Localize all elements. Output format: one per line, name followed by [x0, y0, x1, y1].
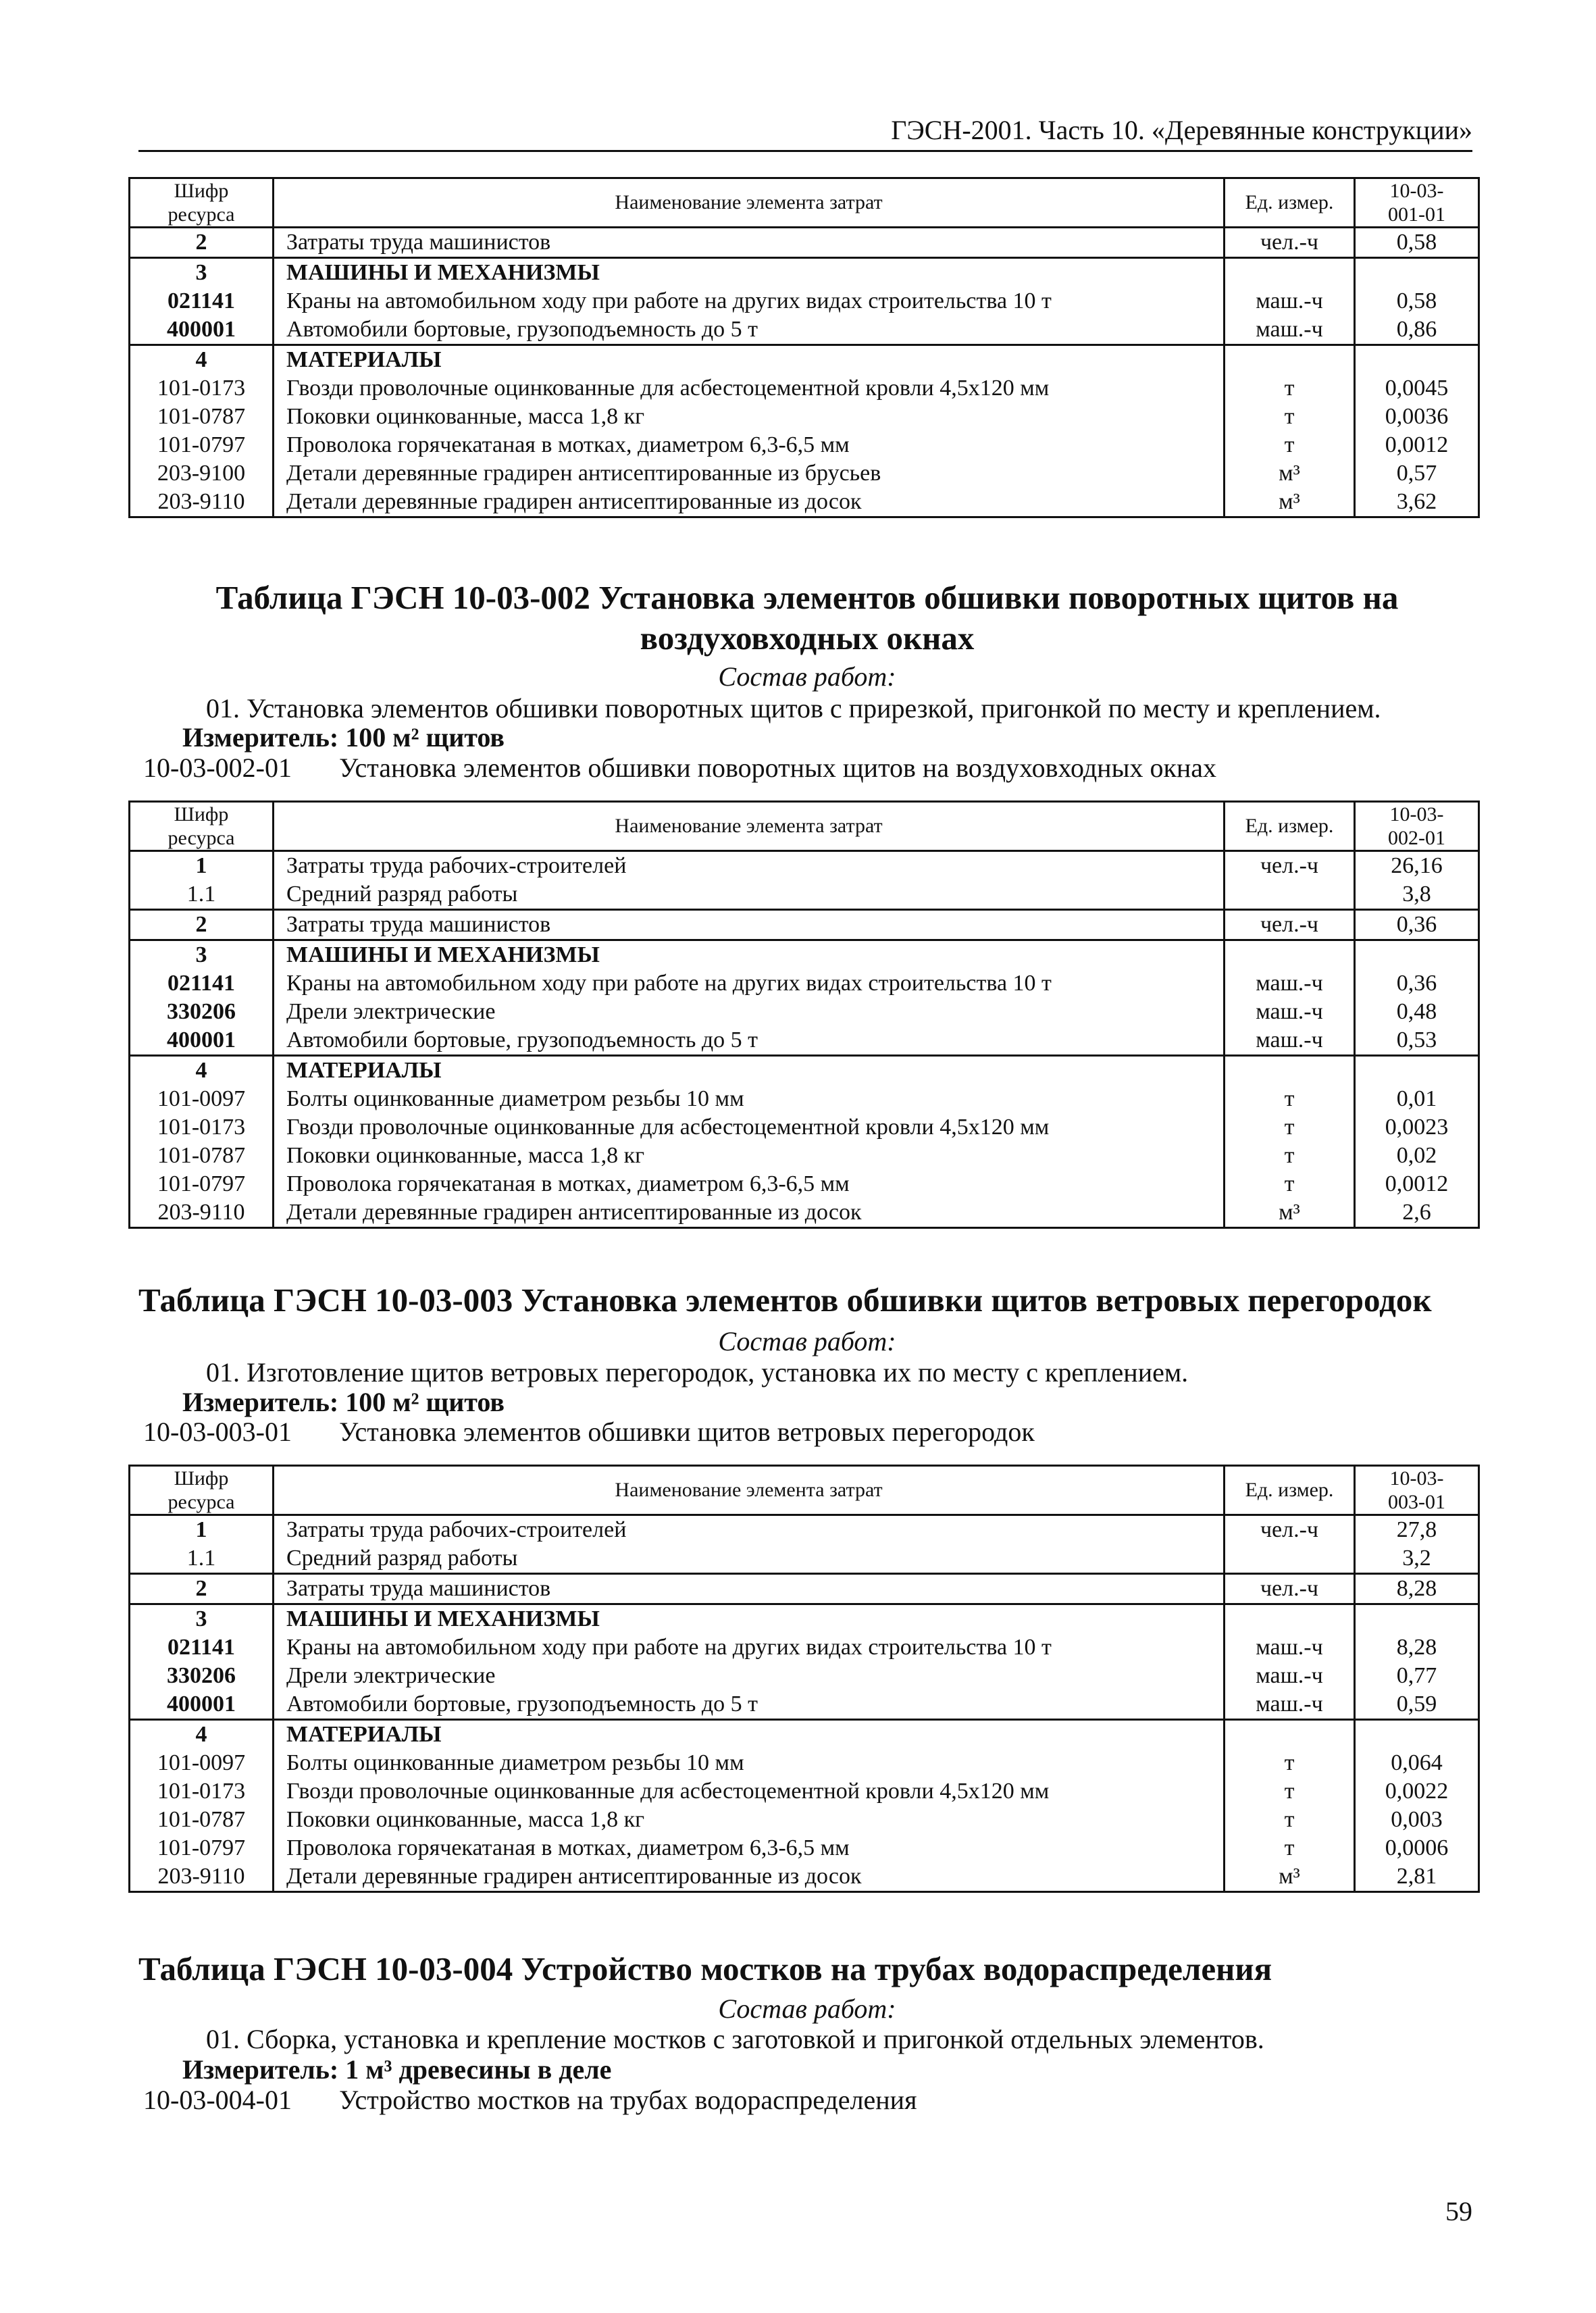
unit-cell: м³	[1225, 1198, 1355, 1228]
norm-name: Устройство мостков на трубах водораспределения	[339, 2085, 917, 2115]
table-row	[130, 1690, 1479, 1720]
table-row	[130, 880, 1479, 910]
norm-value-cell: 0,02	[1355, 1142, 1479, 1170]
table-row	[130, 1113, 1479, 1142]
resource-code-cell: 2	[130, 910, 274, 940]
unit-cell	[1225, 258, 1355, 288]
norm-value-cell: 0,0012	[1355, 1170, 1479, 1198]
unit-cell: т	[1225, 1834, 1355, 1862]
cost-element-name-cell: Проволока горячекатаная в мотках, диаметром 6,3-6,5 мм	[274, 431, 1225, 459]
cost-element-name-cell: Детали деревянные градирен антисептированные из досок	[274, 1198, 1225, 1228]
norm-line	[143, 2084, 917, 2116]
norm-value-cell: 0,48	[1355, 998, 1479, 1026]
resource-code-cell: 400001	[130, 1026, 274, 1056]
table-row	[130, 345, 1479, 375]
norm-value-cell	[1355, 1604, 1479, 1634]
cost-element-name-cell: Поковки оцинкованные, масса 1,8 кг	[274, 403, 1225, 431]
resource-code-cell: 2	[130, 1574, 274, 1604]
header-unit: Ед. измер.	[1225, 802, 1355, 851]
resource-code-cell: 400001	[130, 315, 274, 345]
meter-line: Измеритель: 1 м³ древесины в деле	[182, 2054, 612, 2085]
section-title-10-03-002: Таблица ГЭСН 10-03-002 Установка элементов обшивки поворотных щитов на	[215, 579, 1399, 616]
norm-value-cell: 0,0006	[1355, 1834, 1479, 1862]
norm-value-cell	[1355, 940, 1479, 970]
unit-cell: чел.-ч	[1225, 1574, 1355, 1604]
cost-element-name-cell: Дрели электрические	[274, 998, 1225, 1026]
unit-cell: чел.-ч	[1225, 1515, 1355, 1545]
table-header-row	[130, 178, 1479, 228]
table-row	[130, 1749, 1479, 1777]
table-row	[130, 910, 1479, 940]
norm-value-cell	[1355, 258, 1479, 288]
header-name: Наименование элемента затрат	[274, 802, 1225, 851]
cost-element-name-cell: Затраты труда машинистов	[274, 228, 1225, 258]
resource-code-cell: 203-9110	[130, 1862, 274, 1892]
norm-code: 10-03-002-01	[143, 753, 292, 783]
norm-value-cell: 2,6	[1355, 1198, 1479, 1228]
norm-value-cell: 0,86	[1355, 315, 1479, 345]
work-description: 01. Сборка, установка и крепление мостков с заготовкой и пригонкой отдельных элементов.	[206, 2024, 1264, 2054]
header-norm-code: 10-03- 001-01	[1355, 178, 1479, 228]
table-body	[130, 228, 1479, 517]
header-rule	[138, 150, 1472, 152]
norm-name: Установка элементов обшивки поворотных щитов на воздуховходных окнах	[339, 753, 1217, 783]
unit-cell	[1225, 940, 1355, 970]
cost-element-name-cell: Проволока горячекатаная в мотках, диаметром 6,3-6,5 мм	[274, 1170, 1225, 1198]
cost-element-name-cell: Краны на автомобильном ходу при работе на других видах строительства 10 т	[274, 1633, 1225, 1662]
norm-value-cell: 0,77	[1355, 1662, 1479, 1690]
cost-element-name-cell: Затраты труда машинистов	[274, 910, 1225, 940]
unit-cell: маш.-ч	[1225, 1633, 1355, 1662]
cost-element-name-cell: МАШИНЫ И МЕХАНИЗМЫ	[274, 1604, 1225, 1634]
table-10-03-003-01	[128, 1465, 1480, 1893]
norm-value-cell: 0,0012	[1355, 431, 1479, 459]
cost-element-name-cell: МАТЕРИАЛЫ	[274, 1056, 1225, 1086]
cost-element-name-cell: Детали деревянные градирен антисептированные из досок	[274, 488, 1225, 517]
norm-value-cell: 0,57	[1355, 459, 1479, 488]
unit-cell: чел.-ч	[1225, 228, 1355, 258]
norm-value-cell	[1355, 1720, 1479, 1750]
table-row	[130, 374, 1479, 403]
table-row	[130, 998, 1479, 1026]
section-title-10-03-003: Таблица ГЭСН 10-03-003 Установка элементов обшивки щитов ветровых перегородок	[138, 1281, 1432, 1319]
work-description: 01. Установка элементов обшивки поворотных щитов с прирезкой, пригонкой по месту и креплением.	[206, 693, 1381, 723]
unit-cell	[1225, 1544, 1355, 1574]
norm-value-cell	[1355, 1056, 1479, 1086]
unit-cell: м³	[1225, 1862, 1355, 1892]
table-row	[130, 315, 1479, 345]
norm-value-cell: 3,2	[1355, 1544, 1479, 1574]
resource-code-cell: 101-0797	[130, 431, 274, 459]
resource-code-cell: 101-0787	[130, 403, 274, 431]
norm-value-cell: 0,36	[1355, 910, 1479, 940]
norm-line	[143, 1416, 1035, 1448]
cost-element-name-cell: МАТЕРИАЛЫ	[274, 1720, 1225, 1750]
table-row	[130, 1633, 1479, 1662]
table-header-row	[130, 1466, 1479, 1515]
norm-value-cell: 0,0045	[1355, 374, 1479, 403]
norm-value-cell: 27,8	[1355, 1515, 1479, 1545]
cost-element-name-cell: МАШИНЫ И МЕХАНИЗМЫ	[274, 940, 1225, 970]
header-code: Шифр ресурса	[130, 178, 274, 228]
table-row	[130, 1777, 1479, 1806]
cost-element-name-cell: Затраты труда рабочих-строителей	[274, 851, 1225, 881]
unit-cell: м³	[1225, 459, 1355, 488]
unit-cell: т	[1225, 1113, 1355, 1142]
norm-code: 10-03-003-01	[143, 1417, 292, 1447]
norm-value-cell: 0,064	[1355, 1749, 1479, 1777]
table-row	[130, 851, 1479, 881]
norm-value-cell: 0,003	[1355, 1806, 1479, 1834]
unit-cell: чел.-ч	[1225, 851, 1355, 881]
table-row	[130, 1662, 1479, 1690]
header-code: Шифр ресурса	[130, 802, 274, 851]
table-row	[130, 1806, 1479, 1834]
table-body	[130, 851, 1479, 1228]
table-row	[130, 1170, 1479, 1198]
table-row	[130, 228, 1479, 258]
norm-line	[143, 752, 1216, 784]
table-row	[130, 1720, 1479, 1750]
resource-code-cell: 101-0173	[130, 1113, 274, 1142]
unit-cell: м³	[1225, 488, 1355, 517]
unit-cell	[1225, 1604, 1355, 1634]
cost-element-name-cell: Гвозди проволочные оцинкованные для асбестоцементной кровли 4,5х120 мм	[274, 1777, 1225, 1806]
table-row	[130, 258, 1479, 288]
table-row	[130, 287, 1479, 315]
resource-code-cell: 101-0097	[130, 1085, 274, 1113]
table-row	[130, 1862, 1479, 1892]
table-row	[130, 1574, 1479, 1604]
norm-value-cell: 26,16	[1355, 851, 1479, 881]
table-row	[130, 1026, 1479, 1056]
unit-cell: т	[1225, 374, 1355, 403]
cost-element-name-cell: Дрели электрические	[274, 1662, 1225, 1690]
cost-element-name-cell: Проволока горячекатаная в мотках, диаметром 6,3-6,5 мм	[274, 1834, 1225, 1862]
norm-value-cell: 0,59	[1355, 1690, 1479, 1720]
table-row	[130, 459, 1479, 488]
resource-code-cell: 101-0173	[130, 1777, 274, 1806]
table-10-03-002-01	[128, 800, 1480, 1229]
norm-value-cell: 0,0022	[1355, 1777, 1479, 1806]
resource-code-cell: 101-0173	[130, 374, 274, 403]
running-header: ГЭСН-2001. Часть 10. «Деревянные конструкции»	[891, 115, 1472, 145]
table-row	[130, 1085, 1479, 1113]
resource-code-cell: 3	[130, 940, 274, 970]
resource-code-cell: 203-9110	[130, 488, 274, 517]
resource-code-cell: 3	[130, 1604, 274, 1634]
header-norm-code: 10-03- 002-01	[1355, 802, 1479, 851]
resource-code-cell: 101-0097	[130, 1749, 274, 1777]
cost-element-name-cell: Автомобили бортовые, грузоподъемность до 5 т	[274, 1026, 1225, 1056]
cost-element-name-cell: Средний разряд работы	[274, 880, 1225, 910]
norm-value-cell: 8,28	[1355, 1633, 1479, 1662]
cost-element-name-cell: Поковки оцинкованные, масса 1,8 кг	[274, 1142, 1225, 1170]
table-row	[130, 1544, 1479, 1574]
resource-code-cell: 101-0797	[130, 1170, 274, 1198]
section-title-10-03-004: Таблица ГЭСН 10-03-004 Устройство мостков на трубах водораспределения	[138, 1950, 1272, 1987]
table-row	[130, 1142, 1479, 1170]
cost-element-name-cell: Детали деревянные градирен антисептированные из досок	[274, 1862, 1225, 1892]
section-title-10-03-002-cont: воздуховходных окнах	[640, 619, 975, 657]
resource-code-cell: 021141	[130, 287, 274, 315]
cost-element-name-cell: Детали деревянные градирен антисептированные из брусьев	[274, 459, 1225, 488]
cost-element-name-cell: МАШИНЫ И МЕХАНИЗМЫ	[274, 258, 1225, 288]
cost-element-name-cell: Гвозди проволочные оцинкованные для асбестоцементной кровли 4,5х120 мм	[274, 374, 1225, 403]
cost-element-name-cell: Автомобили бортовые, грузоподъемность до 5 т	[274, 315, 1225, 345]
unit-cell: маш.-ч	[1225, 969, 1355, 998]
work-composition-label: Состав работ:	[718, 661, 896, 692]
resource-code-cell: 4	[130, 1720, 274, 1750]
unit-cell: т	[1225, 1085, 1355, 1113]
table-row	[130, 940, 1479, 970]
cost-element-name-cell: Краны на автомобильном ходу при работе на других видах строительства 10 т	[274, 287, 1225, 315]
norm-value-cell: 0,53	[1355, 1026, 1479, 1056]
resource-code-cell: 4	[130, 345, 274, 375]
cost-element-name-cell: Краны на автомобильном ходу при работе на других видах строительства 10 т	[274, 969, 1225, 998]
meter-line: Измеритель: 100 м² щитов	[182, 722, 505, 753]
norm-value-cell: 0,0023	[1355, 1113, 1479, 1142]
unit-cell: маш.-ч	[1225, 287, 1355, 315]
resource-code-cell: 400001	[130, 1690, 274, 1720]
page-number: 59	[1445, 2196, 1472, 2227]
cost-element-name-cell: Затраты труда рабочих-строителей	[274, 1515, 1225, 1545]
unit-cell: маш.-ч	[1225, 1690, 1355, 1720]
unit-cell: т	[1225, 1777, 1355, 1806]
unit-cell: чел.-ч	[1225, 910, 1355, 940]
resource-code-cell: 4	[130, 1056, 274, 1086]
unit-cell	[1225, 345, 1355, 375]
unit-cell: т	[1225, 1142, 1355, 1170]
unit-cell: маш.-ч	[1225, 1026, 1355, 1056]
resource-code-cell: 101-0787	[130, 1806, 274, 1834]
unit-cell: т	[1225, 1749, 1355, 1777]
table-row	[130, 1834, 1479, 1862]
norm-value-cell: 0,58	[1355, 228, 1479, 258]
table-row	[130, 1056, 1479, 1086]
resource-code-cell: 2	[130, 228, 274, 258]
resource-code-cell: 203-9110	[130, 1198, 274, 1228]
table-row	[130, 403, 1479, 431]
table-body	[130, 1515, 1479, 1892]
resource-code-cell: 1	[130, 1515, 274, 1545]
unit-cell: маш.-ч	[1225, 998, 1355, 1026]
resource-code-cell: 101-0797	[130, 1834, 274, 1862]
unit-cell: маш.-ч	[1225, 1662, 1355, 1690]
header-name: Наименование элемента затрат	[274, 178, 1225, 228]
resource-code-cell: 330206	[130, 998, 274, 1026]
norm-value-cell: 0,36	[1355, 969, 1479, 998]
table-row	[130, 431, 1479, 459]
resource-code-cell: 203-9100	[130, 459, 274, 488]
work-composition-label: Состав работ:	[718, 1993, 896, 2024]
unit-cell: маш.-ч	[1225, 315, 1355, 345]
table-row	[130, 1515, 1479, 1545]
cost-element-name-cell: Автомобили бортовые, грузоподъемность до 5 т	[274, 1690, 1225, 1720]
unit-cell	[1225, 880, 1355, 910]
resource-code-cell: 101-0787	[130, 1142, 274, 1170]
cost-element-name-cell: Гвозди проволочные оцинкованные для асбестоцементной кровли 4,5х120 мм	[274, 1113, 1225, 1142]
header-unit: Ед. измер.	[1225, 1466, 1355, 1515]
header-unit: Ед. измер.	[1225, 178, 1355, 228]
resource-code-cell: 1.1	[130, 880, 274, 910]
unit-cell: т	[1225, 1806, 1355, 1834]
table-header-row	[130, 802, 1479, 851]
resource-code-cell: 330206	[130, 1662, 274, 1690]
norm-name: Установка элементов обшивки щитов ветровых перегородок	[339, 1417, 1035, 1447]
table-row	[130, 488, 1479, 517]
norm-value-cell: 8,28	[1355, 1574, 1479, 1604]
header-name: Наименование элемента затрат	[274, 1466, 1225, 1515]
cost-element-name-cell: Затраты труда машинистов	[274, 1574, 1225, 1604]
norm-value-cell: 3,8	[1355, 880, 1479, 910]
cost-element-name-cell: Средний разряд работы	[274, 1544, 1225, 1574]
norm-value-cell	[1355, 345, 1479, 375]
resource-code-cell: 1	[130, 851, 274, 881]
norm-value-cell: 0,58	[1355, 287, 1479, 315]
unit-cell	[1225, 1720, 1355, 1750]
cost-element-name-cell: Болты оцинкованные диаметром резьбы 10 мм	[274, 1085, 1225, 1113]
table-row	[130, 969, 1479, 998]
cost-element-name-cell: Поковки оцинкованные, масса 1,8 кг	[274, 1806, 1225, 1834]
header-norm-code: 10-03- 003-01	[1355, 1466, 1479, 1515]
norm-value-cell: 3,62	[1355, 488, 1479, 517]
meter-line: Измеритель: 100 м² щитов	[182, 1387, 505, 1417]
cost-element-name-cell: Болты оцинкованные диаметром резьбы 10 мм	[274, 1749, 1225, 1777]
resource-code-cell: 021141	[130, 1633, 274, 1662]
unit-cell: т	[1225, 403, 1355, 431]
cost-element-name-cell: МАТЕРИАЛЫ	[274, 345, 1225, 375]
unit-cell	[1225, 1056, 1355, 1086]
unit-cell: т	[1225, 431, 1355, 459]
work-description: 01. Изготовление щитов ветровых перегородок, установка их по месту с креплением.	[206, 1357, 1189, 1388]
unit-cell: т	[1225, 1170, 1355, 1198]
table-row	[130, 1198, 1479, 1228]
norm-code: 10-03-004-01	[143, 2085, 292, 2115]
resource-code-cell: 1.1	[130, 1544, 274, 1574]
resource-code-cell: 021141	[130, 969, 274, 998]
work-composition-label: Состав работ:	[718, 1326, 896, 1356]
table-10-03-001-01	[128, 177, 1480, 518]
norm-value-cell: 0,0036	[1355, 403, 1479, 431]
resource-code-cell: 3	[130, 258, 274, 288]
header-code: Шифр ресурса	[130, 1466, 274, 1515]
norm-value-cell: 2,81	[1355, 1862, 1479, 1892]
table-row	[130, 1604, 1479, 1634]
norm-value-cell: 0,01	[1355, 1085, 1479, 1113]
